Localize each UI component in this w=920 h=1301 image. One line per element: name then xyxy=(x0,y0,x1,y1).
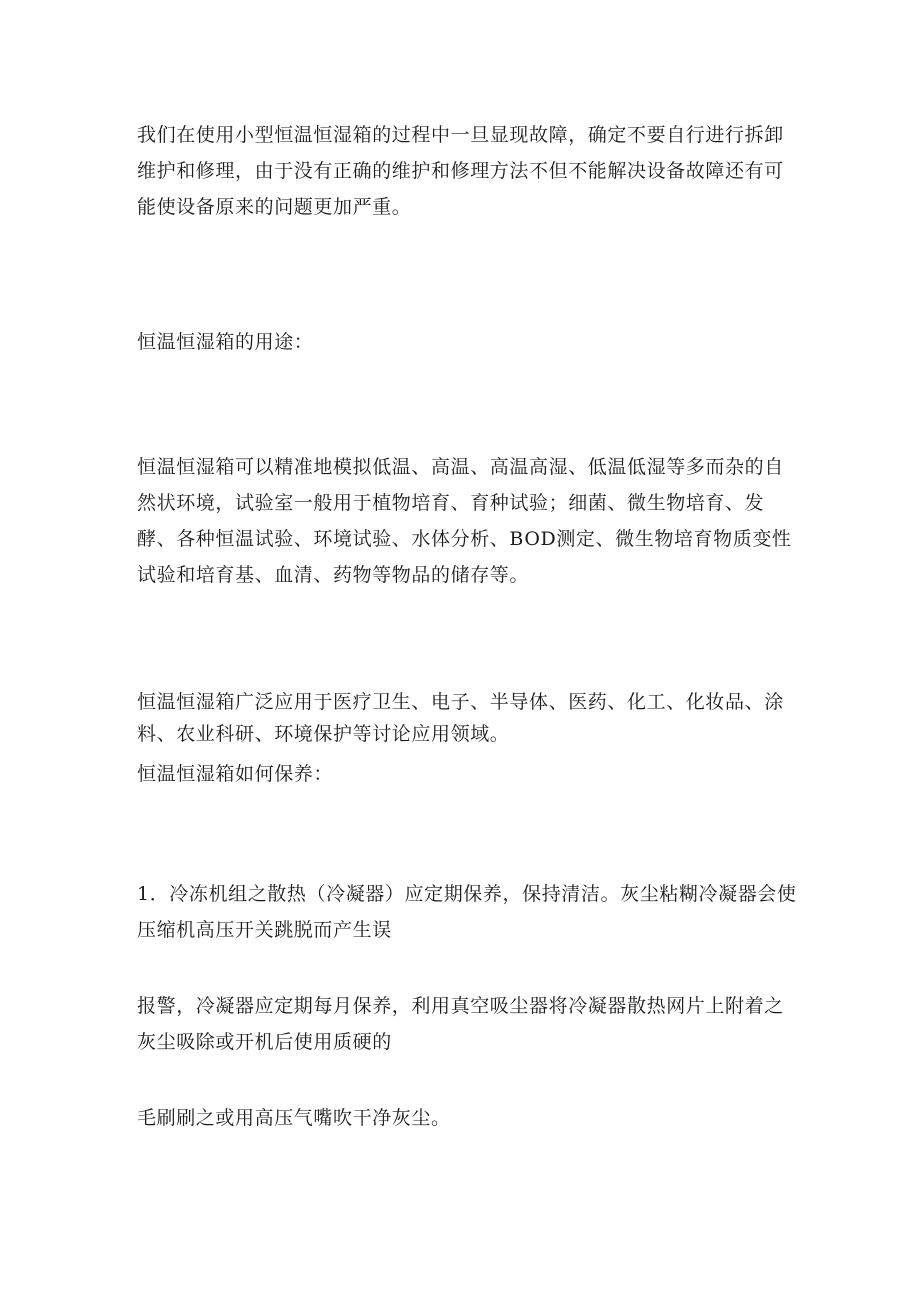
intro-paragraph: 我们在使用小型恒温恒湿箱的过程中一旦显现故障，确定不要自行进行拆卸维护和修理，由于没有正确的维护和修理方法不但不能解决设备故障还有可能使设备原来的问题更加严重。 xyxy=(137,124,784,218)
maintenance-item-1-part-2: 报警，冷凝器应定期每月保养，利用真空吸尘器将冷凝器散热网片上附着之灰尘吸除或开机后使用质硬的 xyxy=(137,995,784,1053)
application-paragraph: 恒温恒湿箱广泛应用于医疗卫生、电子、半导体、医药、化工、化妆品、涂料、农业科研、环境保护等讨论应用领域。 xyxy=(137,691,784,745)
usage-paragraph: 恒温恒湿箱可以精准地模拟低温、高温、高温高湿、低温低湿等多而杂的自然状环境，试验室一般用于植物培育、育种试验；细菌、微生物培育、发酵、各种恒温试验、环境试验、水体分析、BOD测定、微生物培育物质变性试验和培育基、血清、药物等物品的储存等。 xyxy=(137,456,792,586)
maintenance-heading: 恒温恒湿箱如何保养： xyxy=(137,763,334,785)
maintenance-item-1-part-1: 1．冷冻机组之散热（冷凝器）应定期保养，保持清洁。灰尘粘糊冷凝器会使压缩机高压开关跳脱而产生误 xyxy=(137,883,797,941)
maintenance-item-1-part-3: 毛刷刷之或用高压气嘴吹干净灰尘。 xyxy=(137,1107,451,1129)
usage-heading: 恒温恒湿箱的用途： xyxy=(137,331,314,353)
